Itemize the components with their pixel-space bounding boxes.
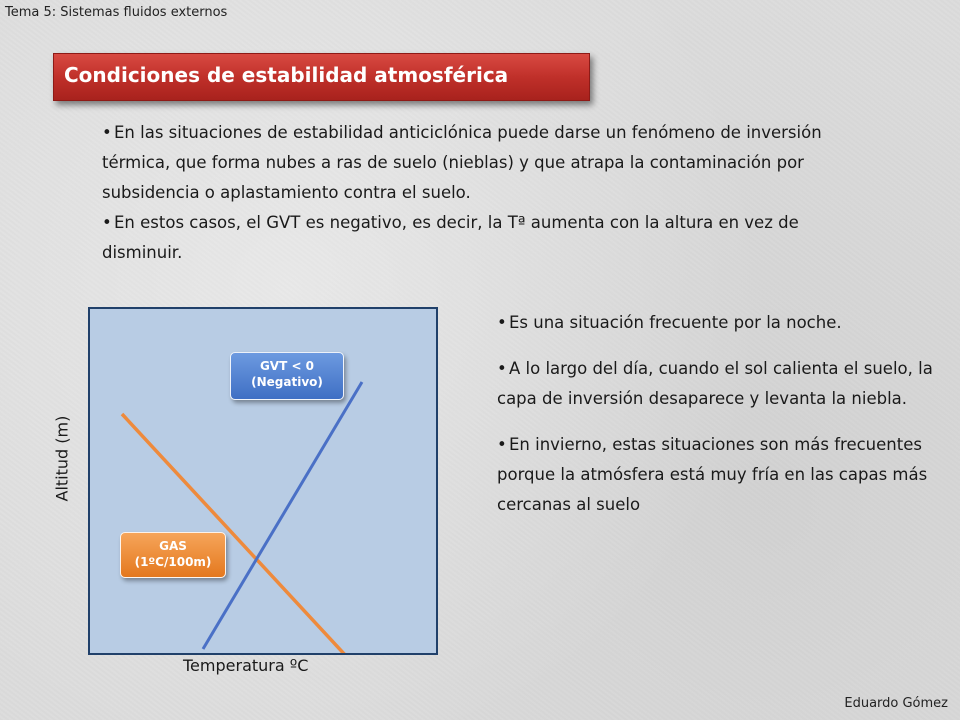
gvt-label-line1: GVT < 0 [259,359,315,373]
bullet-text: En invierno, estas situaciones son más frecuentes porque la atmósfera está muy fría en las capas más cercanas al suelo [497,435,928,514]
gvt-label-chip [230,352,344,400]
bullet-dot-icon: • [497,313,507,332]
bullet-dot-icon: • [102,213,112,232]
bullet-text: En las situaciones de estabilidad anticiclónica puede darse un fenómeno de inversión térmica, que forma nubes a ras de suelo (nieblas) y que atrapa la contaminación por subsidencia o aplastamiento contra el suelo. [102,123,822,202]
gas-label-chip [120,532,226,578]
right-bullet-list [497,308,937,520]
bullet-item [497,430,937,520]
bullet-text: A lo largo del día, cuando el sol calienta el suelo, la capa de inversión desaparece y levanta la niebla. [497,359,933,408]
bullet-dot-icon: • [102,123,112,142]
gvt-label-line2: (Negativo) [251,375,323,389]
gas-label-line1: GAS [159,539,187,553]
page-title: Condiciones de estabilidad atmosférica [64,63,509,87]
gas-label-line2: (1ºC/100m) [134,555,212,569]
bullet-text: Es una situación frecuente por la noche. [509,313,842,332]
bullet-dot-icon: • [497,359,507,378]
header-topic: Tema 5: Sistemas fluidos externos [5,5,228,20]
bullet-text: En estos casos, el GVT es negativo, es decir, la Tª aumenta con la altura en vez de disminuir. [102,213,799,262]
top-bullet-list [102,118,842,268]
gvt-line [203,382,362,649]
footer-author: Eduardo Gómez [844,696,948,711]
bullet-item [497,354,937,414]
bullet-item [102,118,842,208]
bullet-dot-icon: • [497,435,507,454]
title-banner [53,53,590,101]
bullet-item [497,308,937,338]
axis-x-label: Temperatura ºC [183,656,309,675]
axis-y-label: Altitud (m) [52,415,72,502]
bullet-item [102,208,842,268]
